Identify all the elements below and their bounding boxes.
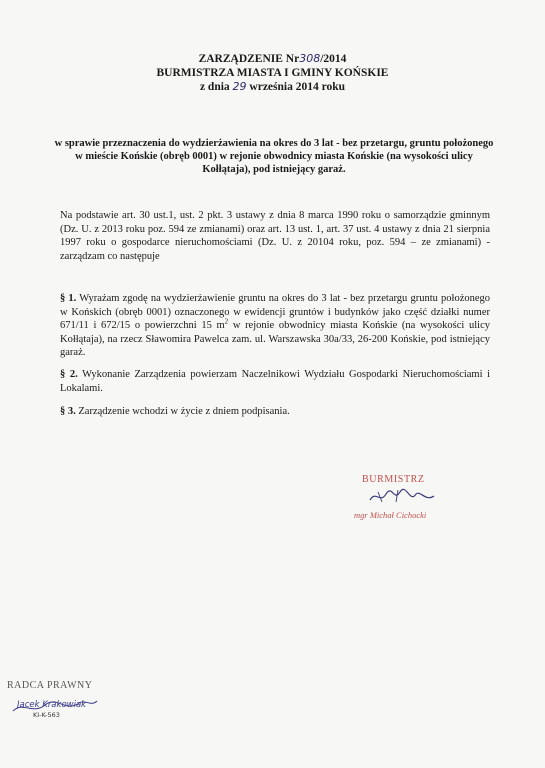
paragraph-text-continued: w rejonie obwodnicy miasta Końskie (na wysokości ulicy Kołłątaja), na rzecz Sławomira Pawelca zam. ul. Warszawska 30a/33, 26-200 Końskie, pod istniejący garaż.: [60, 320, 490, 358]
mayor-stamp-title: BURMISTRZ: [362, 474, 425, 485]
title-suffix: /2014: [320, 53, 347, 65]
handwritten-number: 308: [299, 52, 321, 65]
paragraph-3: [60, 405, 490, 419]
subject: w sprawie przeznaczenia do wydzierżawienia na okres do 3 lat - bez przetargu, gruntu położonego w mieście Końskie (obręb 0001) w rejonie obwodnicy miasta Końskie (na wysokości ulicy Kołłątaja), pod istniejący garaż.: [54, 138, 494, 175]
paragraph-number: § 3.: [60, 406, 76, 417]
paragraph-1: [60, 292, 490, 360]
legal-basis: Na podstawie art. 30 ust.1, ust. 2 pkt. 3 ustawy z dnia 8 marca 1990 roku o samorządzie gminnym (Dz. U. z 2013 roku poz. 594 ze zmianami) oraz art. 13 ust. 1, art. 37 ust. 4 ustawy z dnia 21 sierpnia 1997 roku o gospodarce nieruchomościami (Dz. U. z 20104 roku, poz. 594 – ze zmianami) - zarządzam co następuje: [60, 210, 490, 262]
document-title: [0, 52, 545, 66]
handwritten-day: 29: [232, 80, 247, 93]
date-prefix: z dnia: [199, 81, 230, 93]
paragraph-number: § 1.: [60, 293, 77, 304]
superscript: 2: [224, 317, 229, 326]
document-header: [0, 52, 545, 94]
date-suffix: września 2014 roku: [249, 81, 346, 93]
paragraph-text: Wykonanie Zarządzenia powierzam Naczelnikowi Wydziału Gospodarki Nieruchomościami i Lokalami.: [60, 369, 491, 394]
legal-stamp-title: RADCA PRAWNY: [7, 680, 93, 691]
document-date: [0, 80, 545, 94]
paragraph-number: § 2.: [60, 369, 78, 380]
legal-stamp-number: KI-K-563: [33, 711, 60, 719]
issuer: BURMISTRZA MIASTA I GMINY KOŃSKIE: [156, 67, 389, 79]
paragraph-text: Wyrażam zgodę na wydzierżawienie gruntu na okres do 3 lat - bez przetargu gruntu położonego w Końskich (obręb 0001) oznaczonego w ewidencji gruntów i budynków jako część działki numer 671/11 i 672/15 o powierzchni 15 m: [60, 293, 491, 331]
legal-stamp-name: Jacek Krakowiak: [17, 700, 87, 710]
paragraph-text: Zarządzenie wchodzi w życie z dniem podpisania.: [78, 406, 290, 417]
paragraph-2: [60, 368, 490, 395]
title-prefix: ZARZĄDZENIE Nr: [198, 53, 300, 65]
legal-advisor-stamp: [7, 680, 107, 740]
mayor-stamp-name: mgr Michał Cichocki: [354, 510, 427, 520]
mayor-signature-icon: [368, 486, 438, 506]
